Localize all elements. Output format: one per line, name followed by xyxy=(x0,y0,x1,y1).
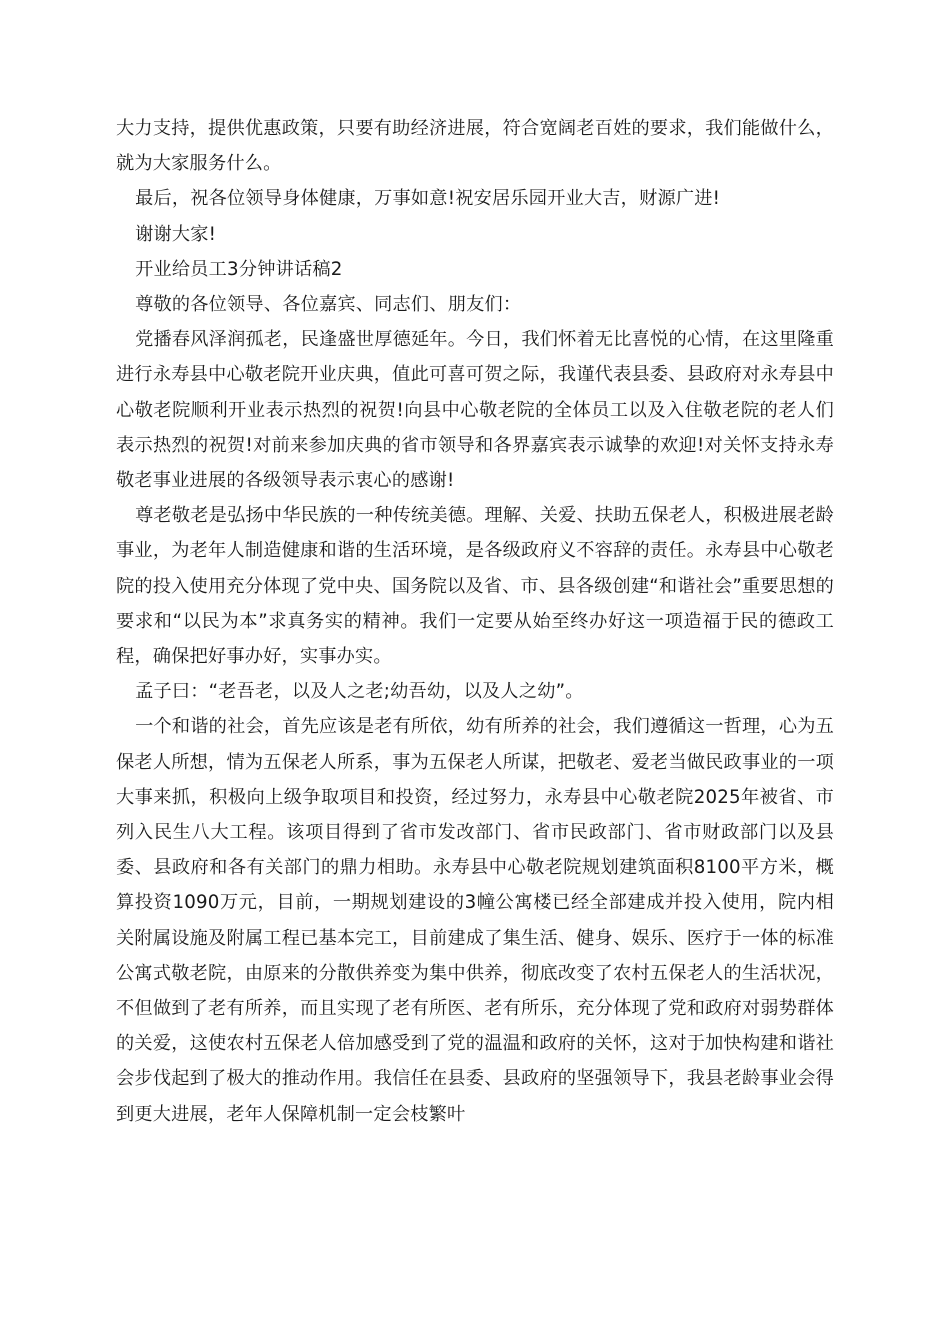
paragraph-opening: 党播春风泽润孤老，民逢盛世厚德延年。今日，我们怀着无比喜悦的心情，在这里隆重进行永寿县中心敬老院开业庆典，值此可喜可贺之际，我谨代表县委、县政府对永寿县中心敬老院顺利开业表示热烈的祝贺!向县中心敬老院的全体员工以及入住敬老院的老人们表示热烈的祝贺!对前来参加庆典的省市领导和各界嘉宾表示诚挚的欢迎!对关怀支持永寿敬老事业进展的各级领导表示衷心的感谢! xyxy=(116,329,834,492)
paragraph-harmonious-society: 一个和谐的社会，首先应该是老有所依，幼有所养的社会，我们遵循这一哲理，心为五保老人所想，情为五保老人所系，事为五保老人所谋，把敬老、爱老当做民政事业的一项大事来抓，积极向上级争取项目和投资，经过努力，永寿县中心敬老院2025年被省、市列入民生八大工程。该项目得到了省市发改部门、省市民政部门、省市财政部门以及县委、县政府和各有关部门的鼎力相助。永寿县中心敬老院规划建筑面积8100平方米，概算投资1090万元，目前，一期规划建设的3幢公寓楼已经全部建成并投入使用，院内相关附属设施及附属工程已基本完工，目前建成了集生活、健身、娱乐、医疗于一体的标准公寓式敬老院，由原来的分散供养变为集中供养，彻底改变了农村五保老人的生活状况，不但做到了老有所养，而且实现了老有所医、老有所乐，充分体现了党和政府对弱势群体的关爱，这使农村五保老人倍加感受到了党的温温和政府的关怀，这对于加快构建和谐社会步伐起到了极大的推动作用。我信任在县委、县政府的坚强领导下，我县老龄事业会得到更大进展，老年人保障机制一定会枝繁叶 xyxy=(116,716,834,1125)
paragraph-mencius-quote: 孟子曰：“老吾老，以及人之老;幼吾幼，以及人之幼”。 xyxy=(135,681,584,703)
section-title: 开业给员工3分钟讲话稿2 xyxy=(135,258,343,280)
paragraph-closing-wishes: 最后，祝各位领导身体健康，万事如意!祝安居乐园开业大吉，财源广进! xyxy=(135,188,721,210)
paragraph-respect-elders: 尊老敬老是弘扬中华民族的一种传统美德。理解、关爱、扶助五保老人，积极进展老龄事业，为老年人制造健康和谐的生活环境，是各级政府义不容辞的责任。永寿县中心敬老院的投入使用充分体现了党中央、国务院以及省、市、县各级创建“和谐社会”重要思想的要求和“以民为本”求真务实的精神。我们一定要从始至终办好这一项造福于民的德政工程，确保把好事办好，实事办实。 xyxy=(116,505,834,668)
paragraph-salutation: 尊敬的各位领导、各位嘉宾、同志们、朋友们： xyxy=(135,294,522,316)
paragraph-thanks: 谢谢大家! xyxy=(135,223,217,245)
paragraph-continuation: 大力支持，提供优惠政策，只要有助经济进展，符合宽阔老百姓的要求，我们能做什么，就为大家服务什么。 xyxy=(116,118,834,175)
